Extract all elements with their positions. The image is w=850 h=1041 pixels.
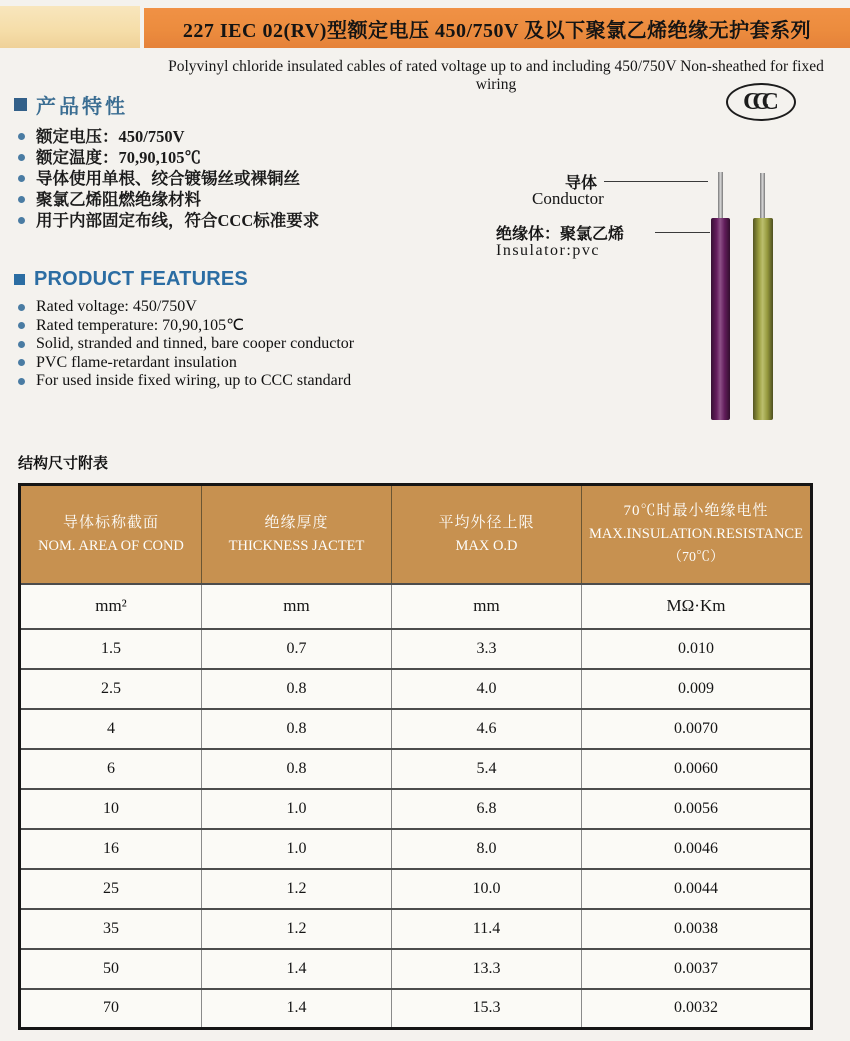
table-cell: 0.8 <box>202 709 392 749</box>
table-cell: 6 <box>20 749 202 789</box>
table-header-cell <box>20 485 202 584</box>
header-line-en: MAX O.D <box>455 537 518 554</box>
table-cell: 1.0 <box>202 789 392 829</box>
feature-item <box>14 126 484 147</box>
table-cell: 1.2 <box>202 869 392 909</box>
conductor-wire-left <box>718 172 723 219</box>
table-cell: 6.8 <box>392 789 582 829</box>
table-cell: 16 <box>20 829 202 869</box>
table-cell: 1.4 <box>202 989 392 1029</box>
bullet-icon <box>18 378 25 385</box>
table-cell: 0.009 <box>582 669 812 709</box>
cable-green <box>753 218 773 420</box>
insulator-label-cn: 绝缘体：聚氯乙烯 <box>496 226 625 243</box>
page-title: 227 IEC 02(RV)型额定电压 450/750V 及以下聚氯乙烯绝缘无护套系列 <box>144 8 850 48</box>
feature-item <box>14 354 484 373</box>
feature-text: 用于内部固定布线，符合CCC标准要求 <box>36 211 320 230</box>
bullet-icon <box>18 304 25 311</box>
table-cell: 11.4 <box>392 909 582 949</box>
feature-text: PVC flame-retardant insulation <box>36 353 237 371</box>
conductor-label-en: Conductor <box>532 189 604 208</box>
feature-item <box>14 147 484 168</box>
table-row <box>20 909 812 949</box>
table-cell: 25 <box>20 869 202 909</box>
section-product-features-en <box>14 268 484 391</box>
section-product-features-cn <box>14 90 484 231</box>
table-row <box>20 869 812 909</box>
unit-cell: MΩ·Km <box>582 584 812 629</box>
table-cell: 4.6 <box>392 709 582 749</box>
table-row <box>20 709 812 749</box>
table-row <box>20 789 812 829</box>
feature-item <box>14 298 484 317</box>
bullet-icon <box>18 322 25 329</box>
table-cell: 0.0060 <box>582 749 812 789</box>
conductor-leader-line <box>604 181 708 182</box>
table-caption: 结构尺寸附表 <box>18 455 109 472</box>
feature-item <box>14 372 484 391</box>
table-cell: 50 <box>20 949 202 989</box>
feature-text: Rated temperature: 70,90,105℃ <box>36 316 245 334</box>
header-line-cn: 导体标称截面 <box>62 514 159 531</box>
feature-text: 额定电压：450/750V <box>36 127 185 146</box>
table-row <box>20 669 812 709</box>
section-square-icon <box>14 98 27 111</box>
bullet-icon <box>18 359 25 366</box>
table-cell: 5.4 <box>392 749 582 789</box>
feature-list-cn <box>14 126 484 231</box>
table-cell: 0.010 <box>582 629 812 669</box>
feature-text: Rated voltage: 450/750V <box>36 298 197 315</box>
table-cell: 4 <box>20 709 202 749</box>
table-cell: 0.0037 <box>582 949 812 989</box>
unit-cell: mm <box>392 584 582 629</box>
table-cell: 10.0 <box>392 869 582 909</box>
table-header-cell <box>392 485 582 584</box>
header-line-en: MAX.INSULATION.RESISTANCE <box>589 526 803 543</box>
table-cell: 10 <box>20 789 202 829</box>
table-cell: 0.0070 <box>582 709 812 749</box>
table-cell: 0.0056 <box>582 789 812 829</box>
feature-item <box>14 335 484 354</box>
banner-left-accent <box>0 6 140 48</box>
table-units-row <box>20 584 812 629</box>
cable-purple <box>711 218 730 420</box>
bullet-icon <box>18 175 25 182</box>
feature-list-en <box>14 298 484 391</box>
header-line-sub: （70℃） <box>668 550 724 566</box>
table-cell: 1.2 <box>202 909 392 949</box>
table-cell: 1.5 <box>20 629 202 669</box>
bullet-icon <box>18 341 25 348</box>
feature-text: Solid, stranded and tinned, bare cooper conductor <box>36 335 355 352</box>
bullet-icon <box>18 154 25 161</box>
table-row <box>20 829 812 869</box>
table-body <box>20 584 812 1029</box>
header-line-cn: 绝缘厚度 <box>264 514 329 531</box>
feature-item <box>14 210 484 231</box>
table-cell: 35 <box>20 909 202 949</box>
feature-text: 聚氯乙烯阻燃绝缘材料 <box>36 190 201 209</box>
unit-cell: mm² <box>20 584 202 629</box>
insulator-label-en: Insulator:pvc <box>496 242 600 259</box>
bullet-icon <box>18 133 25 140</box>
conductor-wire-right <box>760 173 765 219</box>
header-line-en: THICKNESS JACTET <box>228 537 365 554</box>
insulator-leader-line <box>655 232 710 233</box>
feature-item <box>14 168 484 189</box>
header-line-cn: 平均外径上限 <box>438 514 535 531</box>
feature-text: For used inside fixed wiring, up to CCC standard <box>36 372 352 389</box>
table-header-row <box>20 485 812 584</box>
header-line-en: NOM. AREA OF COND <box>38 537 184 554</box>
table-header-cell <box>202 485 392 584</box>
table-header-cell <box>582 485 812 584</box>
table-row <box>20 989 812 1029</box>
feature-item <box>14 317 484 336</box>
ccc-certification-icon: CCC <box>726 83 796 121</box>
page-subtitle: Polyvinyl chloride insulated cables of rated voltage up to and including 450/750V Non-sheathed for fixed wiring <box>168 58 824 93</box>
table-cell: 4.0 <box>392 669 582 709</box>
feature-text: 导体使用单根、绞合镀锡丝或裸铜丝 <box>36 169 300 188</box>
section-title-cn: 产品特性 <box>36 96 128 118</box>
table-cell: 0.0046 <box>582 829 812 869</box>
cable-diagram <box>490 165 820 431</box>
table-cell: 15.3 <box>392 989 582 1029</box>
unit-cell: mm <box>202 584 392 629</box>
table-cell: 0.0032 <box>582 989 812 1029</box>
table-cell: 0.8 <box>202 669 392 709</box>
table-cell: 0.0044 <box>582 869 812 909</box>
section-square-icon <box>14 274 25 285</box>
table-cell: 3.3 <box>392 629 582 669</box>
table-cell: 0.0038 <box>582 909 812 949</box>
table-cell: 0.8 <box>202 749 392 789</box>
table-row <box>20 629 812 669</box>
table-cell: 1.0 <box>202 829 392 869</box>
table-row <box>20 749 812 789</box>
feature-item <box>14 189 484 210</box>
table-row <box>20 949 812 989</box>
spec-table <box>18 483 813 1030</box>
header-line-cn: 70℃时最小绝缘电性 <box>623 503 769 520</box>
feature-text: 额定温度：70,90,105℃ <box>36 148 201 167</box>
table-cell: 8.0 <box>392 829 582 869</box>
table-cell: 1.4 <box>202 949 392 989</box>
table-cell: 2.5 <box>20 669 202 709</box>
section-title-en: PRODUCT FEATURES <box>34 268 248 290</box>
table-cell: 13.3 <box>392 949 582 989</box>
table-cell: 0.7 <box>202 629 392 669</box>
bullet-icon <box>18 217 25 224</box>
conductor-label-cn: 导体 <box>565 175 598 192</box>
bullet-icon <box>18 196 25 203</box>
table-cell: 70 <box>20 989 202 1029</box>
